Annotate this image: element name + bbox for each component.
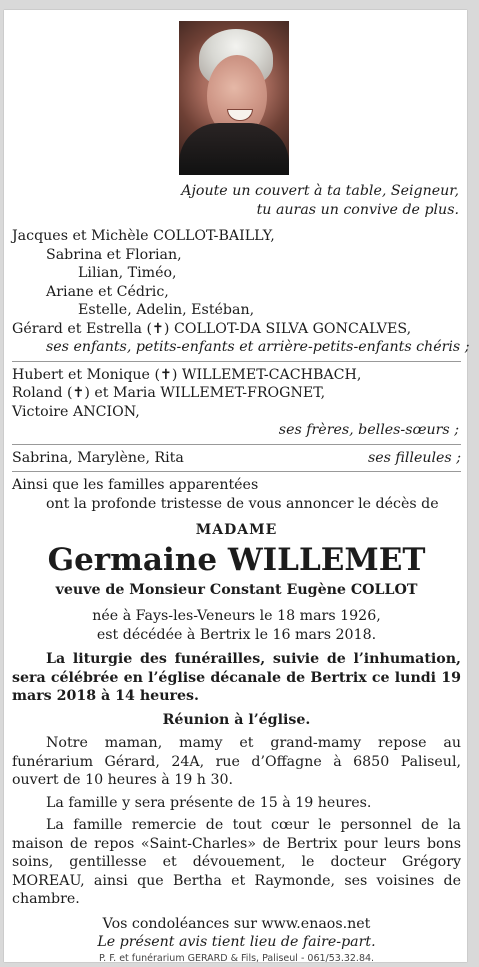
deceased-title: MADAME xyxy=(195,522,278,538)
siblings-line-1: Hubert et Monique (✝) WILLEMET-CACHBACH, xyxy=(12,366,362,383)
announcement-line-1: Ainsi que les familles apparentées xyxy=(12,477,259,493)
family-line-5: Estelle, Adelin, Estéban, xyxy=(78,302,255,318)
family-line-3: Lilian, Timéo, xyxy=(78,265,177,281)
goddaughters-row xyxy=(12,449,461,468)
birth-line: née à Fays-les-Veneurs le 18 mars 1926, xyxy=(92,608,381,624)
announcement-line-2: ont la profonde tristesse de vous annoncer le décès de xyxy=(46,495,439,512)
paragraph-2: La famille y sera présente de 15 à 19 heures. xyxy=(46,794,372,811)
family-line-2: Sabrina et Florian, xyxy=(46,246,182,263)
obituary-text xyxy=(12,182,470,966)
epigraph-line-2: tu auras un convive de plus. xyxy=(256,201,459,218)
paragraph-3: La famille remercie de tout cœur le personnel de la maison de repos «Saint-Charles» de Bertrix pour leurs bons soins, gentillesse et dévouement, le docteur Grégory MOREAU, ainsi que Bertha et Raymonde, ses voisines de chambre. xyxy=(12,817,461,907)
epigraph-line-1: Ajoute un couvert à ta table, Seigneur, xyxy=(181,183,459,199)
footer-line: P. F. et funérarium GERARD & Fils, Paliseul - 061/53.32.84. xyxy=(98,952,375,964)
separator-1 xyxy=(12,361,461,362)
separator-3 xyxy=(12,471,461,472)
portrait-photo xyxy=(179,21,289,175)
family-line-7: ses enfants, petits-enfants et arrière-petits-enfants chéris ; xyxy=(46,339,470,355)
goddaughters-names: Sabrina, Marylène, Rita xyxy=(12,449,184,466)
death-line: est décédée à Bertrix le 16 mars 2018. xyxy=(96,626,377,643)
family-line-1: Jacques et Michèle COLLOT-BAILLY, xyxy=(12,228,275,244)
paragraph-1: Notre maman, mamy et grand-mamy repose au funérarium Gérard, 24A, rue d’Offagne à 6850 Paliseul, ouvert de 10 heures à 19 h 30. xyxy=(12,735,461,788)
separator-2 xyxy=(12,444,461,445)
family-line-4: Ariane et Cédric, xyxy=(46,283,169,300)
family-line-6: Gérard et Estrella (✝) COLLOT-DA SILVA GONCALVES, xyxy=(12,320,412,337)
photo-coat xyxy=(179,123,289,175)
deceased-name: Germaine WILLEMET xyxy=(47,541,426,578)
siblings-line-2: Roland (✝) et Maria WILLEMET-FROGNET, xyxy=(12,385,326,401)
notice-line: Le présent avis tient lieu de faire-part. xyxy=(97,934,376,950)
obituary-page xyxy=(4,10,470,964)
deceased-widow: veuve de Monsieur Constant Eugène COLLOT xyxy=(55,581,418,598)
church-meeting: Réunion à l’église. xyxy=(162,711,311,728)
siblings-line-3: Victoire ANCION, xyxy=(12,403,140,420)
ceremony-text: La liturgie des funérailles, suivie de l’inhumation, sera célébrée en l’église décanale de Bertrix ce lundi 19 mars 2018 à 14 heures. xyxy=(12,651,461,704)
siblings-role: ses frères, belles-sœurs ; xyxy=(278,422,459,438)
goddaughters-role: ses filleules ; xyxy=(367,449,461,466)
condolences-line: Vos condoléances sur www.enaos.net xyxy=(102,915,371,932)
